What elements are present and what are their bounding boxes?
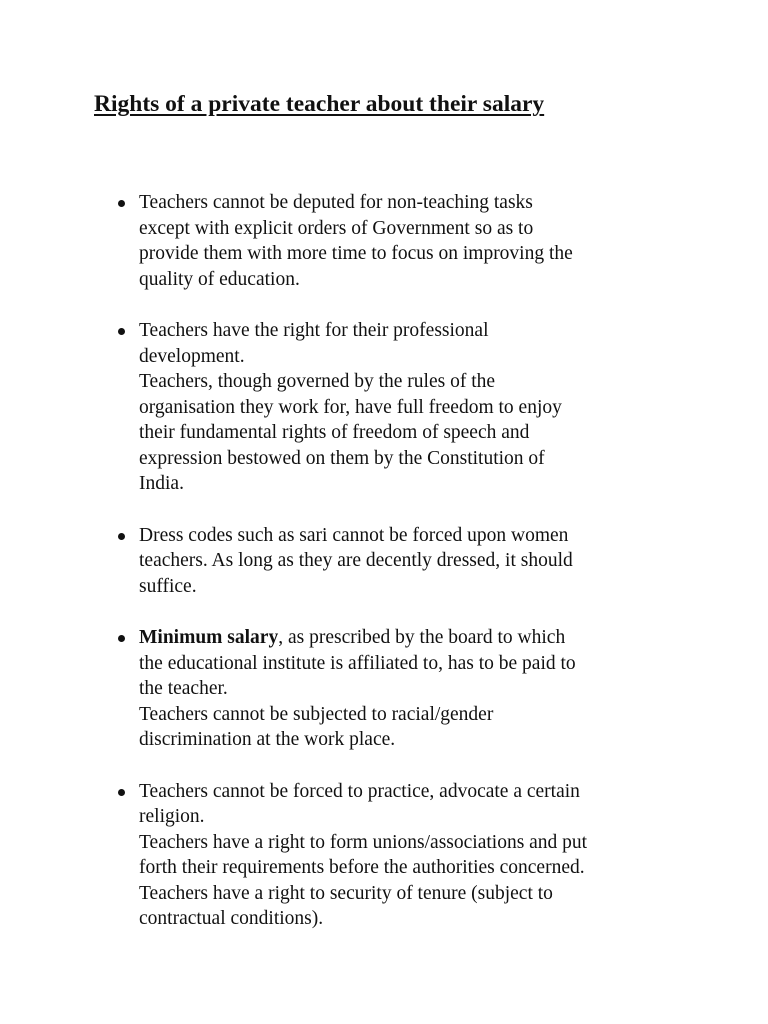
text-line: Teachers cannot be deputed for non-teaching tasks: [139, 192, 533, 213]
text-line: Teachers cannot be subjected to racial/gender: [139, 703, 494, 725]
text-line: religion.: [139, 806, 205, 827]
text-line: quality of education.: [139, 268, 300, 290]
text-line: the teacher.: [139, 678, 228, 699]
text-line: forth their requirements before the authorities concerned.: [139, 857, 585, 878]
text-line: their fundamental rights of freedom of speech and: [139, 422, 530, 443]
text-line: [139, 625, 688, 651]
text-line: Teachers cannot be forced to practice, advocate a certain: [139, 780, 580, 802]
document-title: Rights of a private teacher about their salary: [94, 91, 545, 117]
text-line: the educational institute is affiliated to, has to be paid to: [139, 652, 576, 674]
text-line: Teachers have a right to security of tenure (subject to: [139, 882, 553, 904]
text-line: Teachers have a right to form unions/associations and put: [139, 831, 588, 853]
bullet-icon: [118, 789, 125, 796]
text-line: except with explicit orders of Government so as to: [139, 217, 534, 239]
bullet-icon: [118, 200, 125, 207]
bold-lead-text: Minimum salary: [139, 627, 279, 648]
text-line: discrimination at the work place.: [139, 729, 396, 750]
bullet-icon: [118, 328, 125, 335]
bullet-item-5: [108, 779, 688, 932]
bullet-item-3: [108, 523, 688, 600]
text-line: teachers. As long as they are decently dressed, it should: [139, 550, 573, 571]
text-line: development.: [139, 345, 245, 367]
bullet-item-1: [108, 190, 688, 292]
text-line: expression bestowed on them by the Constitution of: [139, 447, 545, 469]
text-line: Teachers, though governed by the rules of the: [139, 371, 496, 392]
text-line: Teachers have the right for their professional: [139, 320, 489, 341]
text-line: provide them with more time to focus on improving the: [139, 243, 573, 264]
text-line: Dress codes such as sari cannot be forced upon women: [139, 524, 569, 546]
text-line: organisation they work for, have full freedom to enjoy: [139, 396, 562, 418]
text-line: India.: [139, 473, 184, 494]
bullet-icon: [118, 635, 125, 642]
bullet-icon: [118, 533, 125, 540]
text-line: contractual conditions).: [139, 908, 324, 929]
bullet-item-4: [108, 625, 688, 753]
rights-bullet-list: [108, 190, 688, 958]
lead-rest-text: , as prescribed by the board to which: [278, 627, 566, 648]
text-line: suffice.: [139, 575, 197, 597]
bullet-item-2: [108, 318, 688, 497]
